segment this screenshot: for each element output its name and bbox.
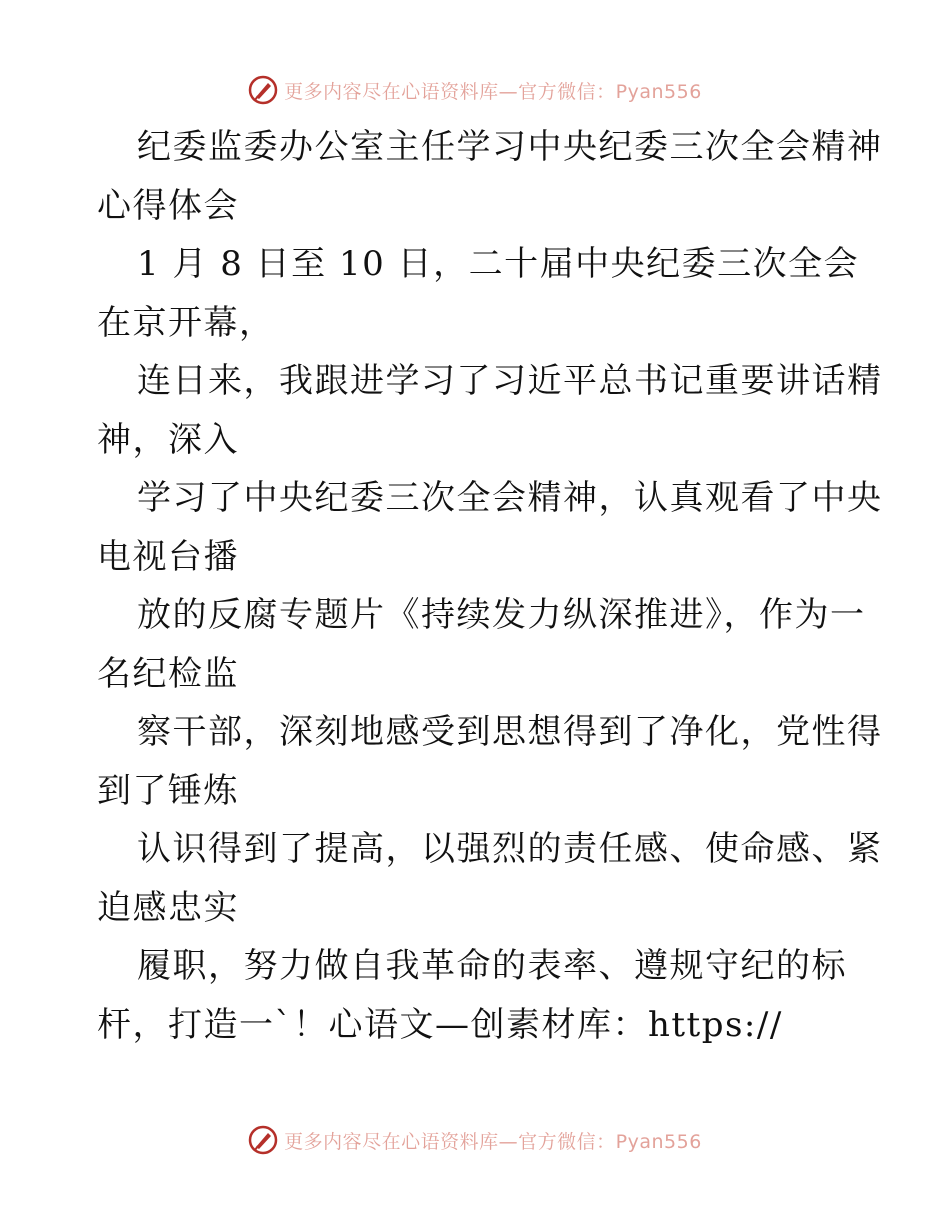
document-body — [97, 118, 883, 1054]
footer-banner-text: 更多内容尽在心语资料库—官方微信：Pyan556 — [284, 1130, 702, 1153]
quill-logo-icon — [248, 1125, 278, 1155]
text-line: 迫感忠实 — [97, 887, 239, 928]
text-line: 放的反腐专题片《持续发力纵深推进》，作为一 — [137, 595, 866, 635]
text-line: 心得体会 — [97, 185, 239, 226]
header-banner — [0, 70, 950, 110]
text-line: 1 月 8 日至 10 日，二十届中央纪委三次全会 — [137, 244, 860, 284]
quill-logo-icon — [248, 75, 278, 105]
text-line: 神，深入 — [97, 419, 239, 460]
footer-banner — [0, 1120, 950, 1160]
text-line: 学习了中央纪委三次全会精神，认真观看了中央 — [137, 478, 883, 518]
text-line: 杆，打造一`！心语文—创素材库：https:// — [97, 1004, 783, 1045]
text-line: 认识得到了提高，以强烈的责任感、使命感、紧 — [137, 829, 883, 869]
text-line: 履职，努力做自我革命的表率、遵规守纪的标 — [137, 946, 847, 986]
text-line: 连日来，我跟进学习了习近平总书记重要讲话精 — [137, 361, 883, 401]
header-banner-text: 更多内容尽在心语资料库—官方微信：Pyan556 — [284, 80, 702, 103]
text-line: 电视台播 — [97, 536, 239, 577]
text-line: 到了锤炼 — [97, 770, 239, 811]
text-line: 在京开幕， — [97, 302, 275, 343]
text-line: 纪委监委办公室主任学习中央纪委三次全会精神 — [137, 127, 883, 167]
text-line: 察干部，深刻地感受到思想得到了净化，党性得 — [137, 712, 883, 752]
text-line: 名纪检监 — [97, 653, 239, 694]
